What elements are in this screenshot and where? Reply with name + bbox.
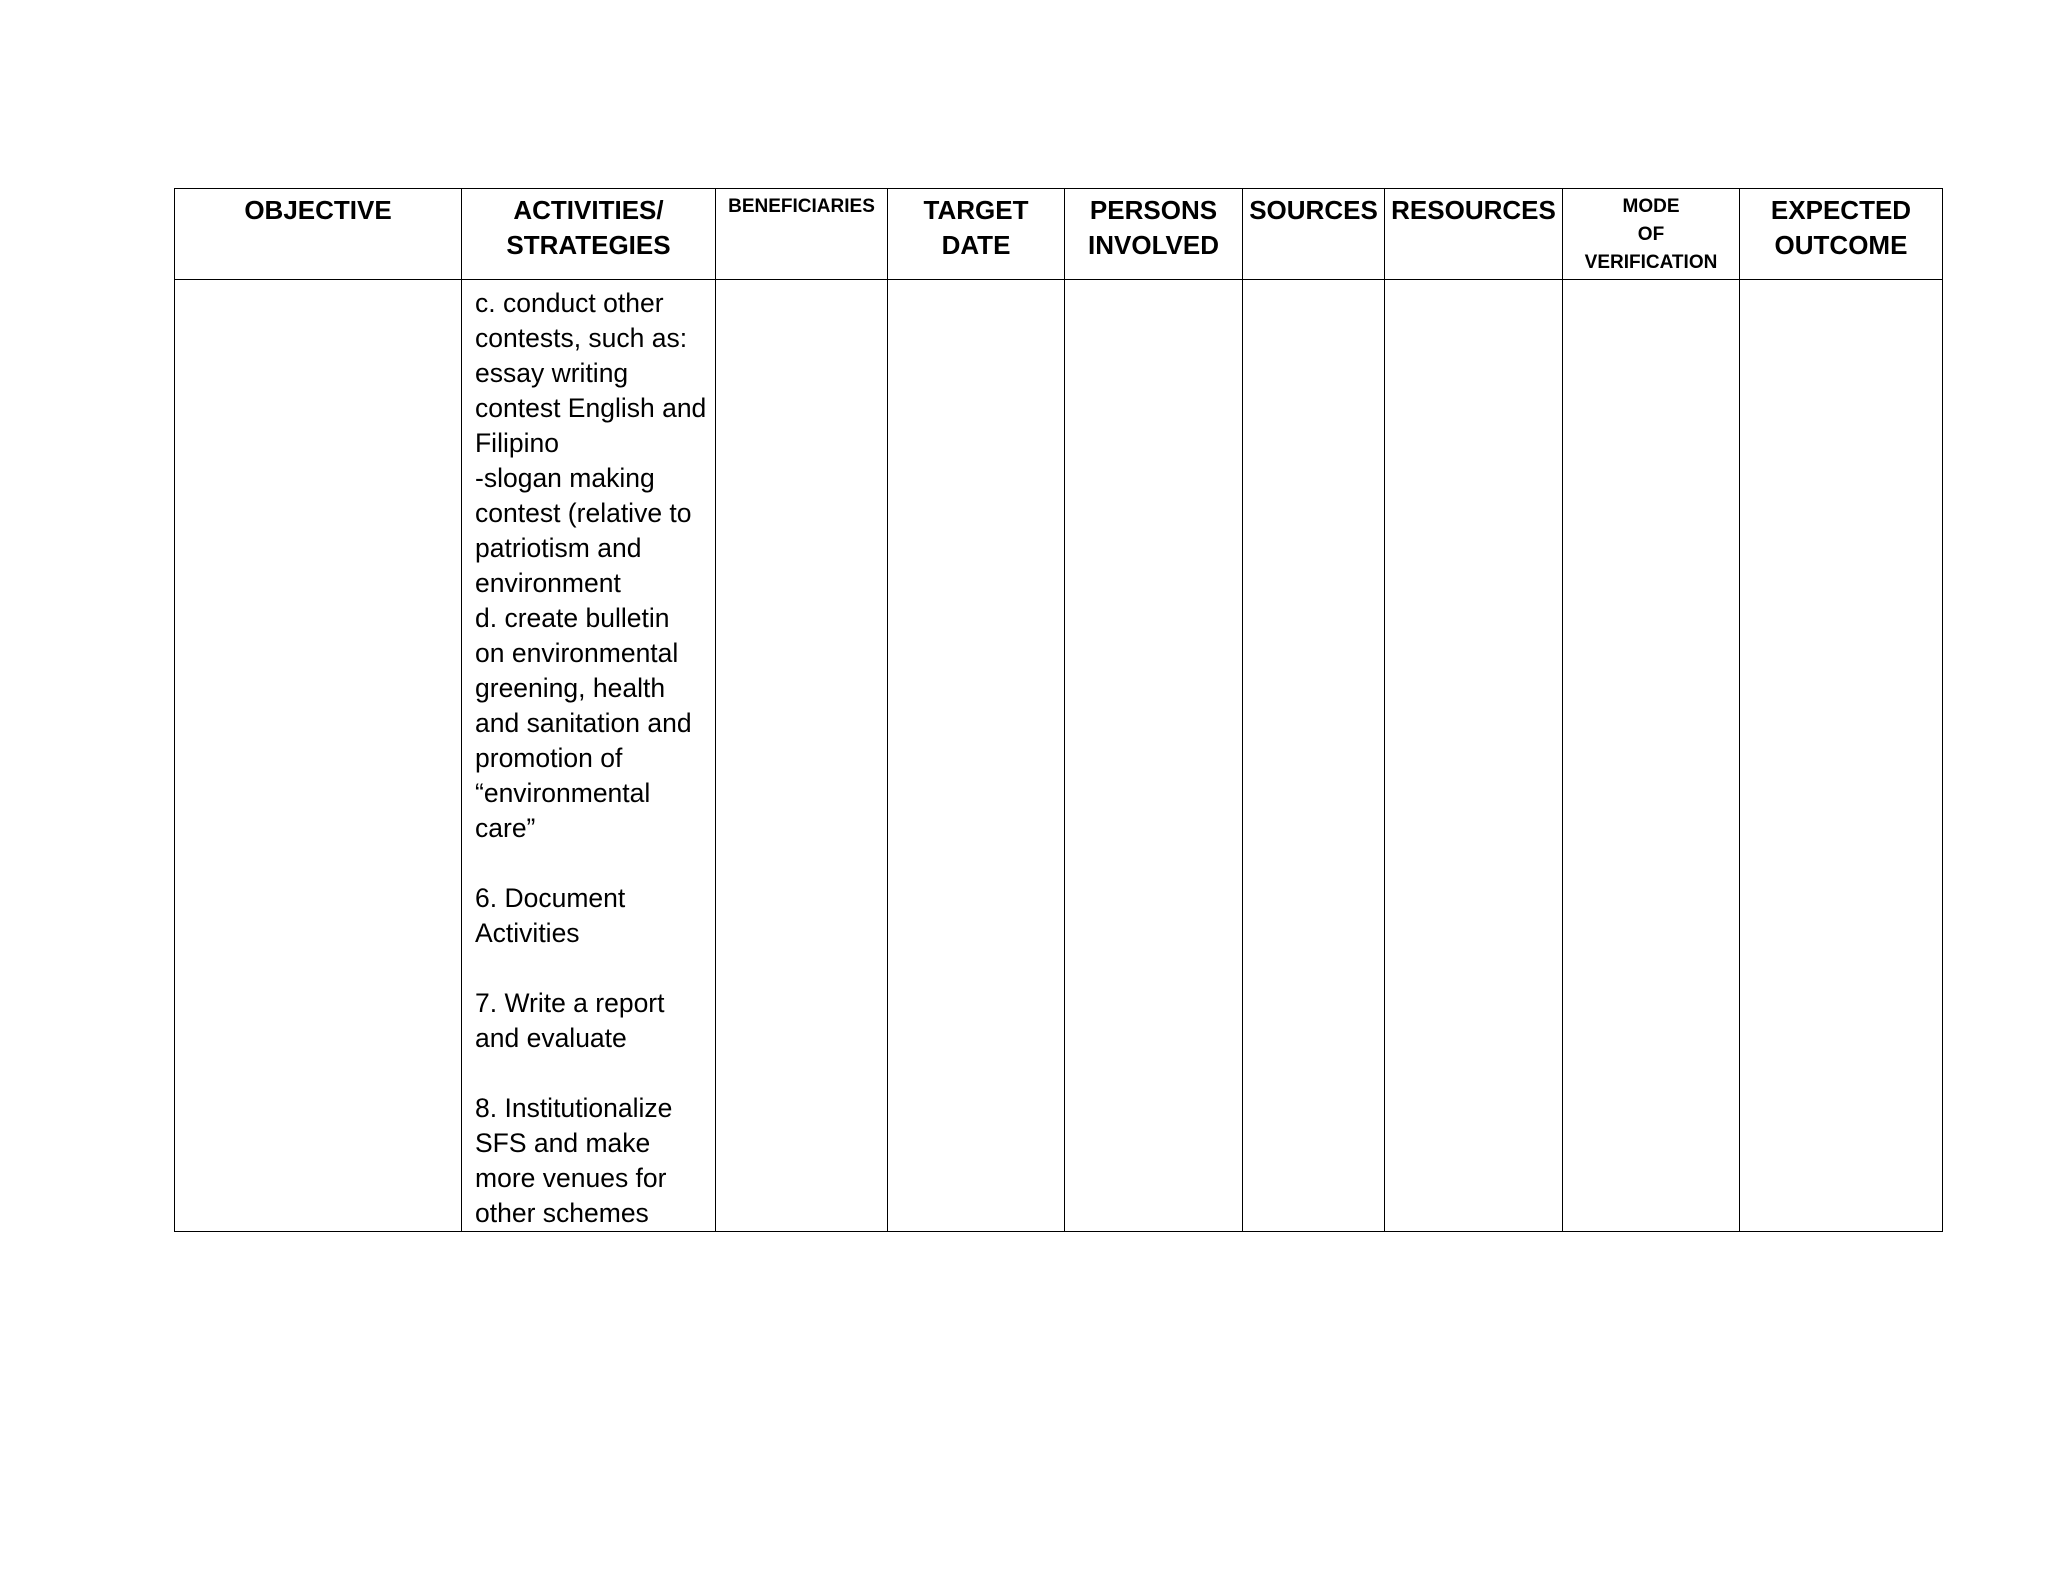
header-resources: RESOURCES <box>1385 189 1563 280</box>
action-plan-table <box>174 188 1943 1232</box>
header-row <box>175 189 1943 280</box>
header-expected-outcome: EXPECTED OUTCOME <box>1740 189 1943 280</box>
cell-mode-of-verification <box>1563 280 1740 1232</box>
cell-activities-strategies <box>462 280 716 1232</box>
cell-persons-involved <box>1065 280 1243 1232</box>
header-activities-strategies: ACTIVITIES/ STRATEGIES <box>462 189 716 280</box>
cell-beneficiaries <box>716 280 888 1232</box>
activity-entry: 8. Institutionalize SFS and make more venues for other schemes <box>475 1093 673 1228</box>
header-objective: OBJECTIVE <box>175 189 462 280</box>
cell-sources <box>1243 280 1385 1232</box>
cell-target-date <box>888 280 1065 1232</box>
activity-entry: 7. Write a report and evaluate <box>475 988 665 1053</box>
activity-entry: 6. Document Activities <box>475 883 626 948</box>
header-sources: SOURCES <box>1243 189 1385 280</box>
cell-expected-outcome <box>1740 280 1943 1232</box>
header-beneficiaries: BENEFICIARIES <box>716 189 888 280</box>
cell-resources <box>1385 280 1563 1232</box>
activity-entry: c. conduct other contests, such as: essay writing contest English and Filipino -slogan making contest (relative to patriotism and environment d. create bulletin on environmental greening, health and sanitation and promotion of “environmental care” <box>475 288 707 843</box>
cell-objective <box>175 280 462 1232</box>
table-row <box>175 280 1943 1232</box>
header-persons-involved: PERSONS INVOLVED <box>1065 189 1243 280</box>
header-mode-of-verification: MODE OF VERIFICATION <box>1563 189 1740 280</box>
header-target-date: TARGET DATE <box>888 189 1065 280</box>
